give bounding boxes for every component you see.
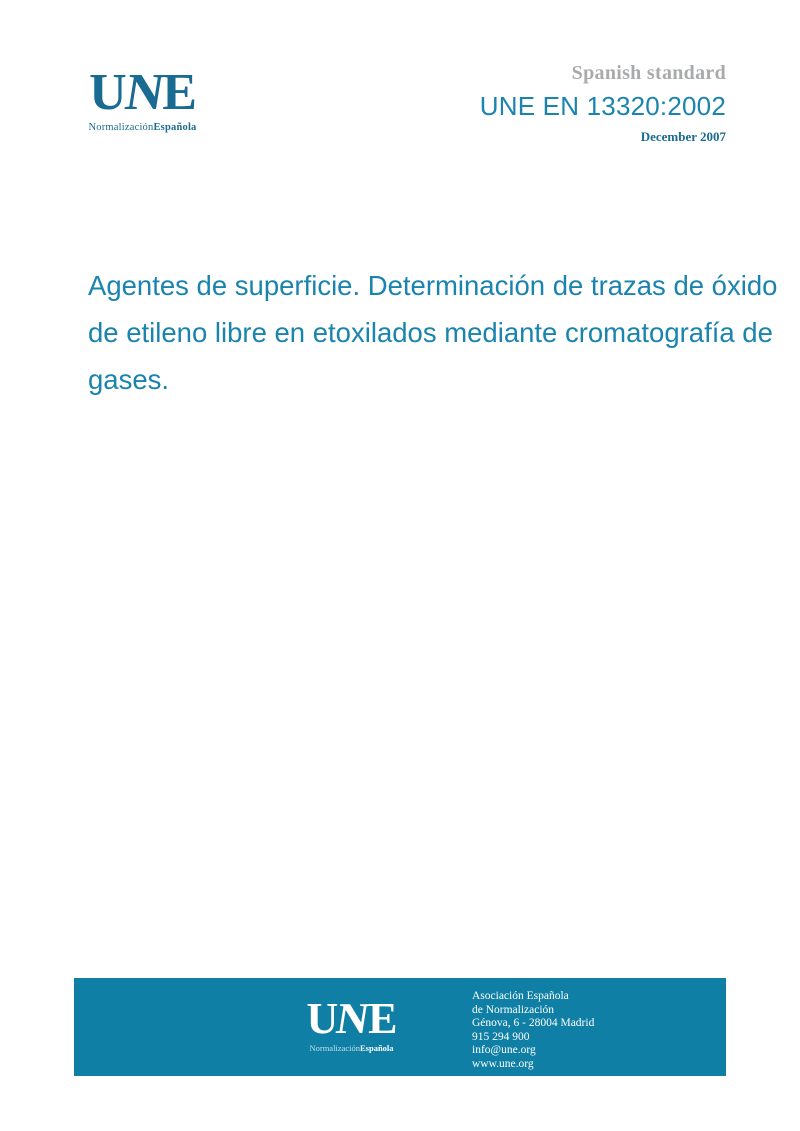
footer-une-logo-mark [289, 996, 414, 1042]
footer-une-logo-letter-e: E [368, 994, 397, 1043]
page-footer [74, 978, 726, 1076]
une-logo-mark [80, 64, 205, 121]
footer-une-logo-subtitle-light: Normalización [309, 1043, 360, 1053]
standard-kind-label: Spanish standard [571, 62, 726, 84]
page-header [0, 62, 800, 172]
footer-une-logo-letter-n: N [333, 994, 373, 1043]
footer-une-logo-subtitle [289, 1043, 414, 1053]
footer-website[interactable]: www.une.org [472, 1057, 534, 1070]
une-logo-letter-u: U [89, 64, 126, 121]
une-logo-subtitle-light: Normalización [88, 122, 154, 133]
standard-identification [480, 62, 726, 145]
document-title: Agentes de superficie. Determinación de trazas de óxido de etileno libre en etoxilados mediante cromatografía de gases. [88, 270, 778, 395]
footer-address-line: de Normalización [472, 1003, 555, 1016]
footer-email[interactable]: info@une.org [472, 1044, 536, 1057]
footer-une-logo [289, 996, 414, 1053]
footer-address-line: Génova, 6 - 28004 Madrid [472, 1017, 595, 1030]
footer-une-logo-subtitle-bold: Española [359, 1043, 394, 1053]
une-logo-letter-e: E [162, 64, 196, 121]
une-logo [80, 64, 205, 133]
une-logo-letter-n: N [121, 64, 167, 121]
footer-contact-block [472, 990, 594, 1072]
standard-code: UNE EN 13320:2002 [479, 91, 726, 121]
footer-phone: 915 294 900 [472, 1030, 530, 1043]
une-logo-subtitle-bold: Española [153, 122, 197, 133]
une-logo-subtitle [80, 122, 205, 133]
footer-address-line: Asociación Española [472, 990, 569, 1002]
footer-une-logo-letter-u: U [306, 994, 338, 1043]
standard-date: December 2007 [640, 129, 726, 144]
